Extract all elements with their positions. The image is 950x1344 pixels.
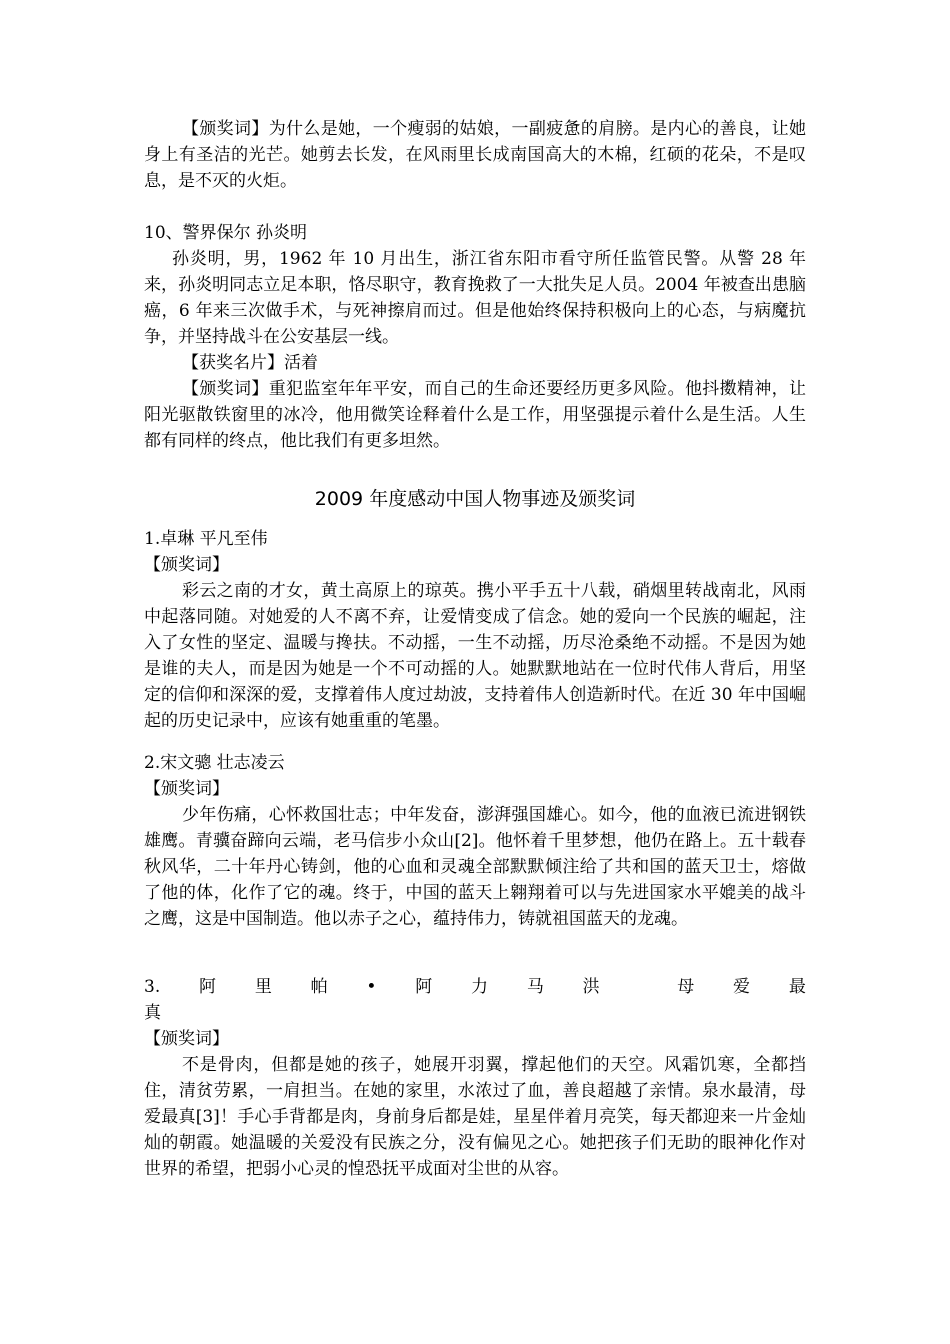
award-text-block	[144, 116, 806, 194]
entry-3	[144, 974, 806, 1182]
entry-3-heading-char: 母	[677, 977, 695, 997]
entry-1-text: 彩云之南的才女，黄土高原上的琼英。携小平手五十八载，硝烟里转战南北，风雨中起落同随。对她爱的人不离不弃，让爱情变成了信念。她的爱向一个民族的崛起，注入了女性的坚定、温暖与搀扶。不动摇，一生不动摇，历尽沧桑绝不动摇。不是因为她是谁的夫人，而是因为她是一个不可动摇的人。她默默地站在一位时代伟人背后，用坚定的信仰和深深的爱，支撑着伟人度过劫波，支持着伟人创造新时代。在近 30 年中国崛起的历史记录中，应该有她重重的笔墨。	[144, 581, 806, 731]
entry-3-heading-char: 阿	[199, 977, 217, 997]
person-10-bio: 孙炎明，男，1962 年 10 月出生，浙江省东阳市看守所任监管民警。从警 28 年来，孙炎明同志立足本职，恪尽职守，教育挽救了一大批失足人员。2004 年被查出患脑癌，6 年来三次做手术，与死神擦肩而过。但是他始终保持积极向上的心态，与病魔抗争，并坚持战斗在公安基层一线。	[144, 249, 806, 347]
entry-2-text: 少年伤痛，心怀救国壮志；中年发奋，澎湃强国雄心。如今，他的血液已流进钢铁雄鹰。青骥奋蹄向云端，老马信步小众山[2]。他怀着千里梦想，他仍在路上。五十载春秋风华，二十年丹心铸剑，他的心血和灵魂全部默默倾注给了共和国的蓝天卫士，熔做了他的体，化作了它的魂。终于，中国的蓝天上翱翔着可以与先进国家水平媲美的战斗之鹰，这是中国制造。他以赤子之心，蕴持伟力，铸就祖国蓝天的龙魂。	[144, 805, 806, 929]
entry-3-text: 不是骨肉，但都是她的孩子，她展开羽翼，撑起他们的天空。风霜饥寒，全都挡住，清贫劳累，一肩担当。在她的家里，水浓过了血，善良超越了亲情。泉水最清，母爱最真[3]！手心手背都是肉，身前身后都是娃，星星伴着月亮笑，每天都迎来一片金灿灿的朝霞。她温暖的关爱没有民族之分，没有偏见之心。她把孩子们无助的眼神化作对世界的希望，把弱小心灵的惶恐抚平成面对尘世的从容。	[144, 1055, 806, 1179]
entry-3-heading	[144, 974, 806, 1000]
entry-1	[144, 526, 806, 734]
person-10-section	[144, 220, 806, 454]
entry-3-heading-char: 帕	[310, 977, 328, 997]
entry-3-heading-char: 力	[471, 977, 489, 997]
entry-3-heading-char: 洪	[582, 977, 600, 997]
entry-2-label: 【颁奖词】	[144, 779, 229, 799]
entry-1-heading: 1.卓琳 平凡至伟	[144, 529, 268, 549]
entry-3-heading-char: 马	[526, 977, 544, 997]
person-10-award: 【颁奖词】重犯监室年年平安，而自己的生命还要经历更多风险。他抖擞精神，让阳光驱散铁窗里的冰冷，他用微笑诠释着什么是工作，用坚强提示着什么是生活。人生都有同样的终点，他比我们有更多坦然。	[144, 379, 806, 451]
person-10-card: 【获奖名片】活着	[182, 353, 318, 373]
entry-3-heading-char: •	[366, 977, 377, 997]
person-10-heading: 10、警界保尔 孙炎明	[144, 223, 308, 243]
entry-3-heading-char: 最	[788, 977, 806, 997]
entry-3-label: 【颁奖词】	[144, 1029, 229, 1049]
entry-2-heading: 2.宋文骢 壮志凌云	[144, 753, 285, 773]
entry-1-label: 【颁奖词】	[144, 555, 229, 575]
entry-3-heading-char: 3.	[144, 977, 161, 997]
award-text: 【颁奖词】为什么是她，一个瘦弱的姑娘，一副疲惫的肩膀。是内心的善良，让她身上有圣洁的光芒。她剪去长发，在风雨里长成南国高大的木棉，红硕的花朵，不是叹息，是不灭的火炬。	[144, 119, 806, 191]
entry-2	[144, 750, 806, 932]
section-title: 2009 年度感动中国人物事迹及颁奖词	[314, 488, 636, 510]
entry-3-heading-char: 里	[254, 977, 272, 997]
entry-3-heading-tail: 真	[144, 1003, 161, 1023]
entry-3-heading-char: 阿	[415, 977, 433, 997]
entry-3-heading-char: 爱	[733, 977, 751, 997]
